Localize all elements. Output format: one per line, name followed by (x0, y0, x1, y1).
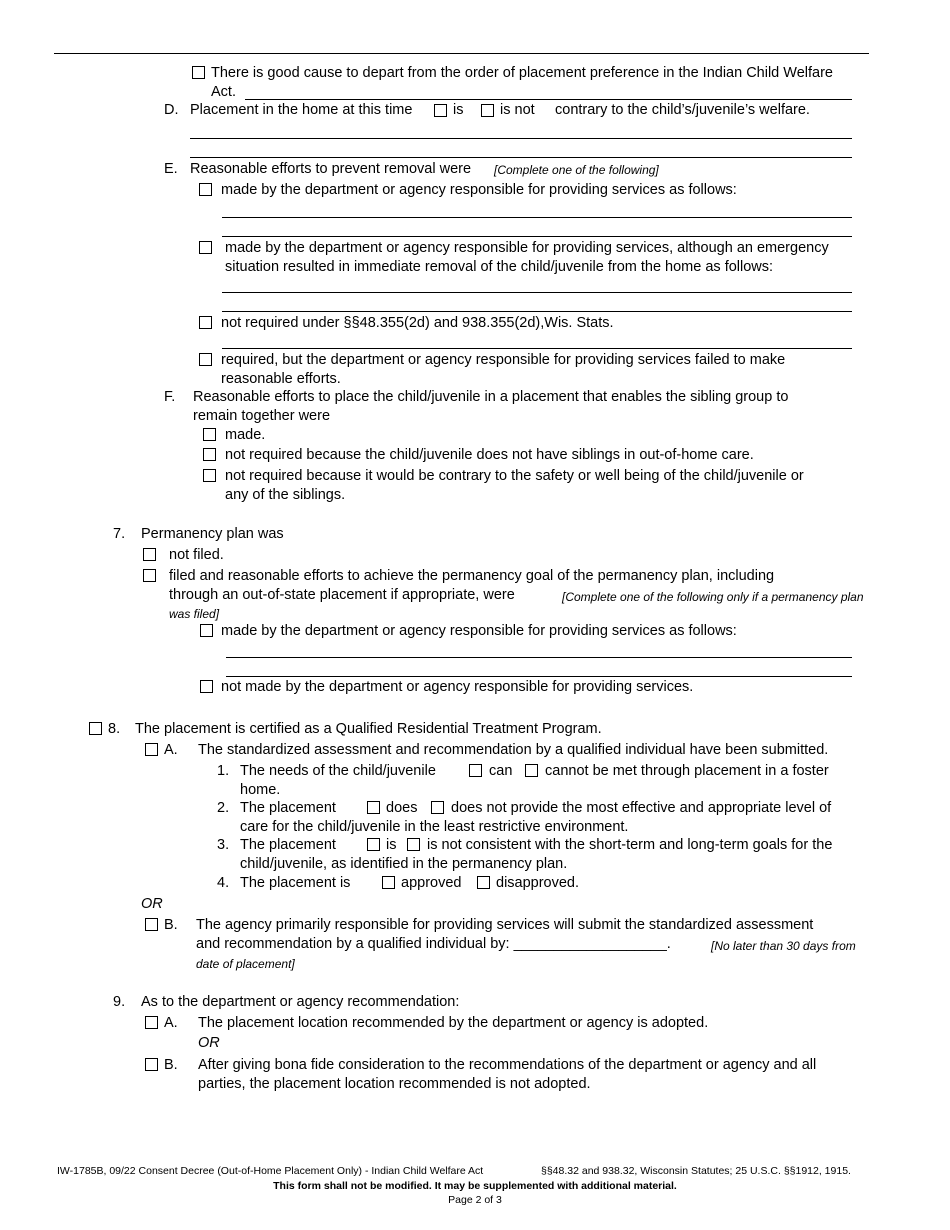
s7-filed-checkbox[interactable] (143, 569, 156, 582)
e-opt1-line-1[interactable] (222, 217, 852, 218)
s8-i1-line2: home. (240, 782, 281, 798)
s8-i2-lead: The placement (240, 800, 336, 816)
s8-i3-is-checkbox[interactable] (367, 838, 380, 851)
f-opt1-checkbox[interactable] (203, 428, 216, 441)
s9-b-checkbox[interactable] (145, 1058, 158, 1071)
item-9-lead: As to the department or agency recommendation: (141, 994, 460, 1010)
s8-i2-does-label: does (386, 800, 418, 816)
s8-a-letter: A. (164, 742, 178, 758)
e-opt4-checkbox[interactable] (199, 353, 212, 366)
s8-b-checkbox[interactable] (145, 918, 158, 931)
s7-made-line-1[interactable] (226, 657, 852, 658)
s7-made-checkbox[interactable] (200, 624, 213, 637)
s8-checkbox[interactable] (89, 722, 102, 735)
e-opt2-line-1[interactable] (222, 292, 852, 293)
e-opt4-text-1: required, but the department or agency responsible for providing services failed to make (221, 352, 786, 368)
d-is-label: is (453, 102, 464, 118)
d-is-not-label: is not (500, 102, 535, 118)
e-opt1-checkbox[interactable] (199, 183, 212, 196)
good-cause-checkbox[interactable] (192, 66, 205, 79)
s7-made-line-2[interactable] (226, 676, 852, 677)
f-opt2-checkbox[interactable] (203, 448, 216, 461)
s8-i4-approved-label: approved (401, 875, 462, 891)
item-8-lead: The placement is certified as a Qualified Residential Treatment Program. (135, 721, 602, 737)
s8-a-text: The standardized assessment and recommendation by a qualified individual have been submitted. (198, 742, 829, 758)
s8-i4-approved-checkbox[interactable] (382, 876, 395, 889)
s8-i4-disapproved-checkbox[interactable] (477, 876, 490, 889)
s8-i2-num: 2. (217, 800, 230, 816)
d-is-checkbox[interactable] (434, 104, 447, 117)
e-opt1-line-2[interactable] (222, 236, 852, 237)
footer-notice: This form shall not be modified. It may be supplemented with additional material. (273, 1180, 677, 1192)
s9-a-checkbox[interactable] (145, 1016, 158, 1029)
footer-form-id: IW-1785B, 09/22 Consent Decree (Out-of-Home Placement Only) - Indian Child Welfare Act (57, 1165, 484, 1177)
item-7-num: 7. (113, 526, 126, 542)
s9-a-letter: A. (164, 1015, 178, 1031)
s7-filed-text-1: filed and reasonable efforts to achieve the permanency goal of the permanency plan, including (169, 568, 775, 584)
s7-not-made-text: not made by the department or agency responsible for providing services. (221, 679, 694, 695)
s8-i1-cannot-checkbox[interactable] (525, 764, 538, 777)
e-opt1-text: made by the department or agency responsible for providing services as follows: (221, 182, 737, 198)
s8-i1-can-label: can (489, 763, 513, 779)
s8-b-text-2: and recommendation by a qualified individual by: ___________________. (196, 936, 671, 952)
section-e-lead: Reasonable efforts to prevent removal were (190, 161, 472, 177)
s8-i2-does-not-checkbox[interactable] (431, 801, 444, 814)
s8-b-text-1: The agency primarily responsible for providing services will submit the standardized assessment (196, 917, 814, 933)
f-opt3-text-1: not required because it would be contrary to the safety or well being of the child/juvenile or (225, 468, 804, 484)
s8-i3-line2: child/juvenile, as identified in the permanency plan. (240, 856, 568, 872)
s8-i2-line2: care for the child/juvenile in the least restrictive environment. (240, 819, 629, 835)
section-d-letter: D. (164, 102, 179, 118)
e-opt2-line-2[interactable] (222, 311, 852, 312)
d-line-2[interactable] (190, 157, 852, 158)
s8-i1-tail: cannot be met through placement in a foster (545, 763, 829, 779)
good-cause-text-cont: Act. (211, 84, 236, 100)
d-is-not-checkbox[interactable] (481, 104, 494, 117)
s9-b-text-1: After giving bona fide consideration to the recommendations of the department or agency and all (198, 1057, 817, 1073)
item-9-num: 9. (113, 994, 126, 1010)
s8-i1-num: 1. (217, 763, 230, 779)
d-tail: contrary to the child’s/juvenile’s welfare. (555, 102, 810, 118)
s8-b-note-2: date of placement] (196, 957, 295, 971)
s8-i3-lead: The placement (240, 837, 336, 853)
s8-i4-disapproved-label: disapproved. (496, 875, 580, 891)
s7-note-2: was filed] (169, 607, 220, 621)
e-opt3-line[interactable] (222, 348, 852, 349)
f-opt1-text: made. (225, 427, 266, 443)
s7-made-text: made by the department or agency responsible for providing services as follows: (221, 623, 737, 639)
s8-i4-lead: The placement is (240, 875, 351, 891)
s9-b-text-2: parties, the placement location recommended is not adopted. (198, 1076, 591, 1092)
s7-not-filed-text: not filed. (169, 547, 224, 563)
footer-page: Page 2 of 3 (448, 1194, 502, 1206)
f-opt2-text: not required because the child/juvenile does not have siblings in out-of-home care. (225, 447, 754, 463)
s8-b-letter: B. (164, 917, 178, 933)
section-f-letter: F. (164, 389, 176, 405)
e-opt4-text-2: reasonable efforts. (221, 371, 341, 387)
item-7-lead: Permanency plan was (141, 526, 284, 542)
f-opt3-text-2: any of the siblings. (225, 487, 346, 503)
section-e-note: [Complete one of the following] (494, 163, 659, 177)
s8-i3-num: 3. (217, 837, 230, 853)
e-opt2-text-1: made by the department or agency responsible for providing services, although an emergency (225, 240, 829, 256)
s9-b-letter: B. (164, 1057, 178, 1073)
good-cause-text: There is good cause to depart from the order of placement preference in the Indian Child Welfare (211, 65, 833, 81)
s8-i1-can-checkbox[interactable] (469, 764, 482, 777)
s8-a-checkbox[interactable] (145, 743, 158, 756)
e-opt2-checkbox[interactable] (199, 241, 212, 254)
s8-i3-is-label: is (386, 837, 397, 853)
e-opt2-text-2: situation resulted in immediate removal of the child/juvenile from the home as follows: (225, 259, 774, 275)
section-e-letter: E. (164, 161, 178, 177)
top-rule (54, 53, 869, 54)
d-line-1[interactable] (190, 138, 852, 139)
s8-or: OR (141, 896, 163, 912)
section-f-lead-2: remain together were (193, 408, 331, 424)
s7-not-filed-checkbox[interactable] (143, 548, 156, 561)
f-opt3-checkbox[interactable] (203, 469, 216, 482)
e-opt3-checkbox[interactable] (199, 316, 212, 329)
item-8-num: 8. (108, 721, 121, 737)
good-cause-line[interactable] (245, 99, 852, 100)
s8-i2-does-checkbox[interactable] (367, 801, 380, 814)
s8-i2-tail: does not provide the most effective and appropriate level of (451, 800, 832, 816)
s8-i4-num: 4. (217, 875, 230, 891)
s7-not-made-checkbox[interactable] (200, 680, 213, 693)
section-f-lead-1: Reasonable efforts to place the child/juvenile in a placement that enables the sibling group to (193, 389, 789, 405)
s9-a-text: The placement location recommended by the department or agency is adopted. (198, 1015, 709, 1031)
section-d-lead: Placement in the home at this time (190, 102, 413, 118)
s8-i3-is-not-checkbox[interactable] (407, 838, 420, 851)
s7-filed-text-2: through an out-of-state placement if appropriate, were (169, 587, 515, 603)
e-opt3-text: not required under §§48.355(2d) and 938.355(2d),Wis. Stats. (221, 315, 614, 331)
s8-i3-tail: is not consistent with the short-term and long-term goals for the (427, 837, 833, 853)
s7-note-1: [Complete one of the following only if a permanency plan (562, 590, 864, 604)
s9-or: OR (198, 1035, 220, 1051)
footer-statutes: §§48.32 and 938.32, Wisconsin Statutes; 25 U.S.C. §§1912, 1915. (541, 1165, 851, 1177)
s8-b-note-1: [No later than 30 days from (711, 939, 856, 953)
s8-i1-lead: The needs of the child/juvenile (240, 763, 436, 779)
